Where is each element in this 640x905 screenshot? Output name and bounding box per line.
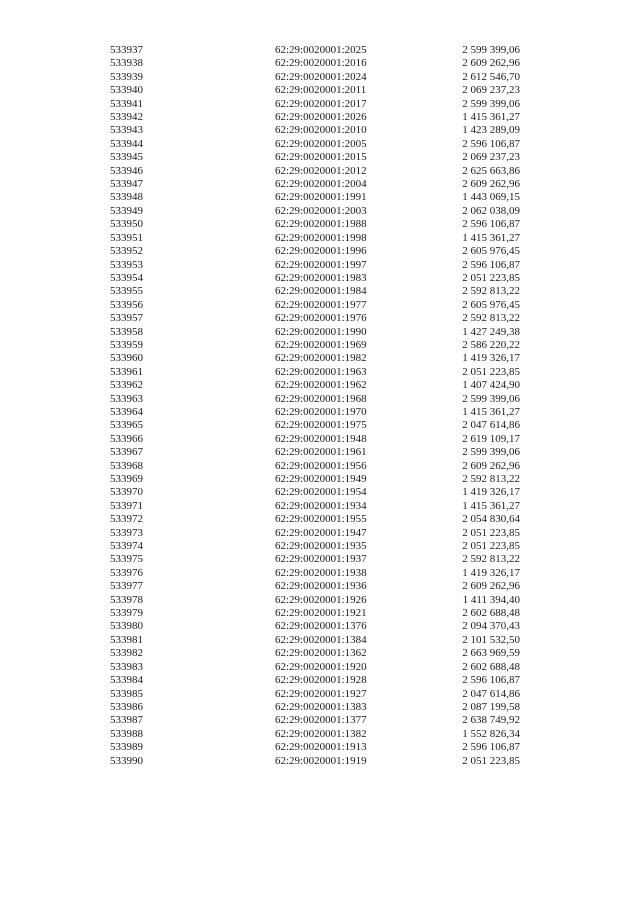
table-body <box>110 44 520 768</box>
table-row <box>110 98 520 111</box>
table-row <box>110 44 520 57</box>
cadastral-value: 2 047 614,86 <box>462 687 520 700</box>
cadastral-value: 2 596 106,87 <box>462 258 520 271</box>
cadastral-value: 2 051 223,85 <box>462 754 520 767</box>
row-number: 533947 <box>110 178 143 191</box>
cadastral-value: 2 069 237,23 <box>462 84 520 97</box>
cadastral-value: 2 062 038,09 <box>462 204 520 217</box>
row-number: 533981 <box>110 633 143 646</box>
row-number: 533938 <box>110 57 143 70</box>
table-row <box>110 433 520 446</box>
row-number: 533987 <box>110 714 143 727</box>
row-number: 533937 <box>110 44 143 56</box>
cadastral-value: 2 592 813,22 <box>462 473 520 485</box>
cadastral-number: 62:29:0020001:2004 <box>275 178 367 191</box>
cadastral-number: 62:29:0020001:1962 <box>275 379 367 392</box>
cadastral-value: 2 054 830,64 <box>462 513 520 526</box>
row-number: 533941 <box>110 97 143 110</box>
cadastral-value: 2 596 106,87 <box>462 218 520 231</box>
cadastral-number: 62:29:0020001:1983 <box>275 271 367 284</box>
table-row <box>110 620 520 633</box>
table-row <box>110 714 520 727</box>
row-number: 533955 <box>110 285 143 298</box>
cadastral-value: 2 592 813,22 <box>462 312 520 325</box>
table-row <box>110 688 520 701</box>
cadastral-number: 62:29:0020001:1982 <box>275 352 367 365</box>
table-row <box>110 299 520 312</box>
cadastral-number: 62:29:0020001:1997 <box>275 258 367 271</box>
cadastral-number: 62:29:0020001:1990 <box>275 325 367 338</box>
table-row <box>110 259 520 272</box>
row-number: 533988 <box>110 727 143 740</box>
table-row <box>110 379 520 392</box>
row-number: 533949 <box>110 204 143 217</box>
row-number: 533962 <box>110 379 143 392</box>
row-number: 533960 <box>110 352 143 365</box>
row-number: 533969 <box>110 473 143 485</box>
table-row <box>110 553 520 566</box>
row-number: 533976 <box>110 566 143 579</box>
table-row <box>110 138 520 151</box>
cadastral-value: 2 599 399,06 <box>462 446 520 459</box>
cadastral-number: 62:29:0020001:1956 <box>275 459 367 472</box>
cadastral-number: 62:29:0020001:1383 <box>275 700 367 713</box>
cadastral-number: 62:29:0020001:2026 <box>275 111 367 124</box>
cadastral-value: 1 423 289,09 <box>462 124 520 137</box>
row-number: 533989 <box>110 741 143 754</box>
row-number: 533944 <box>110 137 143 150</box>
table-row <box>110 285 520 298</box>
cadastral-number: 62:29:0020001:2010 <box>275 124 367 137</box>
cadastral-value: 2 599 399,06 <box>462 97 520 110</box>
table-row <box>110 84 520 97</box>
cadastral-value: 1 419 326,17 <box>462 566 520 579</box>
cadastral-value: 1 419 326,17 <box>462 486 520 499</box>
row-number: 533939 <box>110 70 143 83</box>
table-row <box>110 607 520 620</box>
row-number: 533956 <box>110 298 143 311</box>
row-number: 533961 <box>110 365 143 378</box>
table-row <box>110 486 520 499</box>
table-row <box>110 647 520 660</box>
cadastral-value: 2 605 976,45 <box>462 298 520 311</box>
cadastral-value: 2 625 663,86 <box>462 164 520 177</box>
row-number: 533968 <box>110 459 143 472</box>
cadastral-number: 62:29:0020001:1921 <box>275 607 367 620</box>
cadastral-number: 62:29:0020001:1919 <box>275 754 367 767</box>
cadastral-value: 2 612 546,70 <box>462 70 520 83</box>
row-number: 533973 <box>110 526 143 539</box>
cadastral-value: 2 592 813,22 <box>462 553 520 566</box>
row-number: 533951 <box>110 231 143 244</box>
row-number: 533957 <box>110 312 143 325</box>
row-number: 533986 <box>110 700 143 713</box>
cadastral-number: 62:29:0020001:1384 <box>275 633 367 646</box>
cadastral-value: 1 427 249,38 <box>462 325 520 338</box>
cadastral-value: 2 663 969,59 <box>462 647 520 660</box>
cadastral-number: 62:29:0020001:1935 <box>275 540 367 553</box>
table-row <box>110 232 520 245</box>
cadastral-value: 2 638 749,92 <box>462 714 520 727</box>
table-row <box>110 674 520 687</box>
cadastral-value: 1 415 361,27 <box>462 499 520 512</box>
cadastral-number: 62:29:0020001:1977 <box>275 298 367 311</box>
table-row <box>110 326 520 339</box>
row-number: 533974 <box>110 540 143 553</box>
cadastral-number: 62:29:0020001:1928 <box>275 674 367 687</box>
row-number: 533985 <box>110 687 143 700</box>
cadastral-number: 62:29:0020001:1949 <box>275 473 367 485</box>
cadastral-value: 2 605 976,45 <box>462 245 520 258</box>
row-number: 533946 <box>110 164 143 177</box>
cadastral-value: 2 069 237,23 <box>462 151 520 164</box>
table-row <box>110 218 520 231</box>
table-row <box>110 393 520 406</box>
cadastral-number: 62:29:0020001:1936 <box>275 580 367 593</box>
table-row <box>110 661 520 674</box>
cadastral-number: 62:29:0020001:1955 <box>275 513 367 526</box>
cadastral-number: 62:29:0020001:1947 <box>275 526 367 539</box>
cadastral-number: 62:29:0020001:2011 <box>275 84 367 97</box>
cadastral-number: 62:29:0020001:1969 <box>275 338 367 351</box>
table-row <box>110 446 520 459</box>
table-row <box>110 594 520 607</box>
cadastral-number: 62:29:0020001:1920 <box>275 660 367 673</box>
table-row <box>110 473 520 486</box>
cadastral-number: 62:29:0020001:2017 <box>275 97 367 110</box>
cadastral-number: 62:29:0020001:1975 <box>275 419 367 432</box>
cadastral-value-table <box>110 44 520 768</box>
table-row <box>110 567 520 580</box>
row-number: 533950 <box>110 218 143 231</box>
row-number: 533942 <box>110 111 143 124</box>
row-number: 533954 <box>110 271 143 284</box>
table-row <box>110 406 520 419</box>
table-row <box>110 513 520 526</box>
row-number: 533940 <box>110 84 143 97</box>
row-number: 533964 <box>110 405 143 418</box>
cadastral-value: 1 415 361,27 <box>462 405 520 418</box>
row-number: 533958 <box>110 325 143 338</box>
cadastral-value: 2 596 106,87 <box>462 137 520 150</box>
cadastral-value: 2 586 220,22 <box>462 338 520 351</box>
cadastral-value: 1 415 361,27 <box>462 231 520 244</box>
table-row <box>110 460 520 473</box>
table-row <box>110 272 520 285</box>
cadastral-value: 2 609 262,96 <box>462 178 520 191</box>
table-row <box>110 419 520 432</box>
cadastral-number: 62:29:0020001:2025 <box>275 44 367 56</box>
row-number: 533977 <box>110 580 143 593</box>
cadastral-value: 1 419 326,17 <box>462 352 520 365</box>
cadastral-number: 62:29:0020001:1377 <box>275 714 367 727</box>
cadastral-value: 2 047 614,86 <box>462 419 520 432</box>
cadastral-value: 2 609 262,96 <box>462 57 520 70</box>
table-row <box>110 540 520 553</box>
cadastral-value: 2 051 223,85 <box>462 365 520 378</box>
table-row <box>110 741 520 754</box>
cadastral-value: 2 592 813,22 <box>462 285 520 298</box>
table-row <box>110 352 520 365</box>
cadastral-number: 62:29:0020001:1988 <box>275 218 367 231</box>
cadastral-number: 62:29:0020001:1961 <box>275 446 367 459</box>
cadastral-number: 62:29:0020001:1954 <box>275 486 367 499</box>
table-row <box>110 366 520 379</box>
cadastral-value: 2 609 262,96 <box>462 459 520 472</box>
cadastral-number: 62:29:0020001:1376 <box>275 620 367 633</box>
cadastral-number: 62:29:0020001:2016 <box>275 57 367 70</box>
row-number: 533943 <box>110 124 143 137</box>
cadastral-value: 2 094 370,43 <box>462 620 520 633</box>
cadastral-number: 62:29:0020001:2024 <box>275 70 367 83</box>
cadastral-value: 2 599 399,06 <box>462 392 520 405</box>
cadastral-number: 62:29:0020001:1976 <box>275 312 367 325</box>
cadastral-number: 62:29:0020001:1937 <box>275 553 367 566</box>
table-row <box>110 111 520 124</box>
row-number: 533952 <box>110 245 143 258</box>
cadastral-value: 2 596 106,87 <box>462 741 520 754</box>
cadastral-number: 62:29:0020001:1968 <box>275 392 367 405</box>
row-number: 533945 <box>110 151 143 164</box>
cadastral-value: 2 087 199,58 <box>462 700 520 713</box>
table-row <box>110 151 520 164</box>
table-row <box>110 701 520 714</box>
cadastral-number: 62:29:0020001:1991 <box>275 191 367 204</box>
table-row <box>110 500 520 513</box>
row-number: 533975 <box>110 553 143 566</box>
cadastral-value: 2 602 688,48 <box>462 607 520 620</box>
cadastral-value: 2 596 106,87 <box>462 674 520 687</box>
cadastral-value: 1 415 361,27 <box>462 111 520 124</box>
table-row <box>110 728 520 741</box>
cadastral-number: 62:29:0020001:1926 <box>275 593 367 606</box>
row-number: 533953 <box>110 258 143 271</box>
table-row <box>110 634 520 647</box>
cadastral-number: 62:29:0020001:2015 <box>275 151 367 164</box>
table-row <box>110 124 520 137</box>
table-row <box>110 165 520 178</box>
row-number: 533982 <box>110 647 143 660</box>
row-number: 533959 <box>110 338 143 351</box>
cadastral-number: 62:29:0020001:1948 <box>275 432 367 445</box>
row-number: 533948 <box>110 191 143 204</box>
cadastral-value: 1 552 826,34 <box>462 727 520 740</box>
row-number: 533978 <box>110 593 143 606</box>
table-row <box>110 755 520 768</box>
table-row <box>110 527 520 540</box>
row-number: 533970 <box>110 486 143 499</box>
table-row <box>110 191 520 204</box>
cadastral-number: 62:29:0020001:1927 <box>275 687 367 700</box>
cadastral-number: 62:29:0020001:1970 <box>275 405 367 418</box>
cadastral-value: 1 443 069,15 <box>462 191 520 204</box>
cadastral-number: 62:29:0020001:2012 <box>275 164 367 177</box>
row-number: 533980 <box>110 620 143 633</box>
table-row <box>110 245 520 258</box>
cadastral-number: 62:29:0020001:1934 <box>275 499 367 512</box>
cadastral-value: 2 051 223,85 <box>462 540 520 553</box>
table-row <box>110 205 520 218</box>
cadastral-number: 62:29:0020001:1913 <box>275 741 367 754</box>
cadastral-value: 2 602 688,48 <box>462 660 520 673</box>
cadastral-value: 2 051 223,85 <box>462 526 520 539</box>
row-number: 533965 <box>110 419 143 432</box>
cadastral-number: 62:29:0020001:2003 <box>275 204 367 217</box>
cadastral-value: 2 609 262,96 <box>462 580 520 593</box>
cadastral-number: 62:29:0020001:1996 <box>275 245 367 258</box>
cadastral-number: 62:29:0020001:1362 <box>275 647 367 660</box>
cadastral-number: 62:29:0020001:1938 <box>275 566 367 579</box>
row-number: 533990 <box>110 754 143 767</box>
row-number: 533983 <box>110 660 143 673</box>
table-row <box>110 71 520 84</box>
cadastral-value: 2 051 223,85 <box>462 271 520 284</box>
cadastral-value: 2 599 399,06 <box>462 44 520 56</box>
table-row <box>110 580 520 593</box>
table-row <box>110 178 520 191</box>
table-row <box>110 57 520 70</box>
row-number: 533967 <box>110 446 143 459</box>
cadastral-value: 2 619 109,17 <box>462 432 520 445</box>
row-number: 533984 <box>110 674 143 687</box>
cadastral-number: 62:29:0020001:2005 <box>275 137 367 150</box>
row-number: 533971 <box>110 499 143 512</box>
cadastral-number: 62:29:0020001:1998 <box>275 231 367 244</box>
cadastral-number: 62:29:0020001:1984 <box>275 285 367 298</box>
cadastral-number: 62:29:0020001:1382 <box>275 727 367 740</box>
row-number: 533979 <box>110 607 143 620</box>
table-row <box>110 312 520 325</box>
row-number: 533972 <box>110 513 143 526</box>
cadastral-value: 1 411 394,40 <box>462 593 520 606</box>
cadastral-value: 1 407 424,90 <box>462 379 520 392</box>
row-number: 533963 <box>110 392 143 405</box>
cadastral-value: 2 101 532,50 <box>462 633 520 646</box>
table-row <box>110 339 520 352</box>
cadastral-number: 62:29:0020001:1963 <box>275 365 367 378</box>
row-number: 533966 <box>110 432 143 445</box>
